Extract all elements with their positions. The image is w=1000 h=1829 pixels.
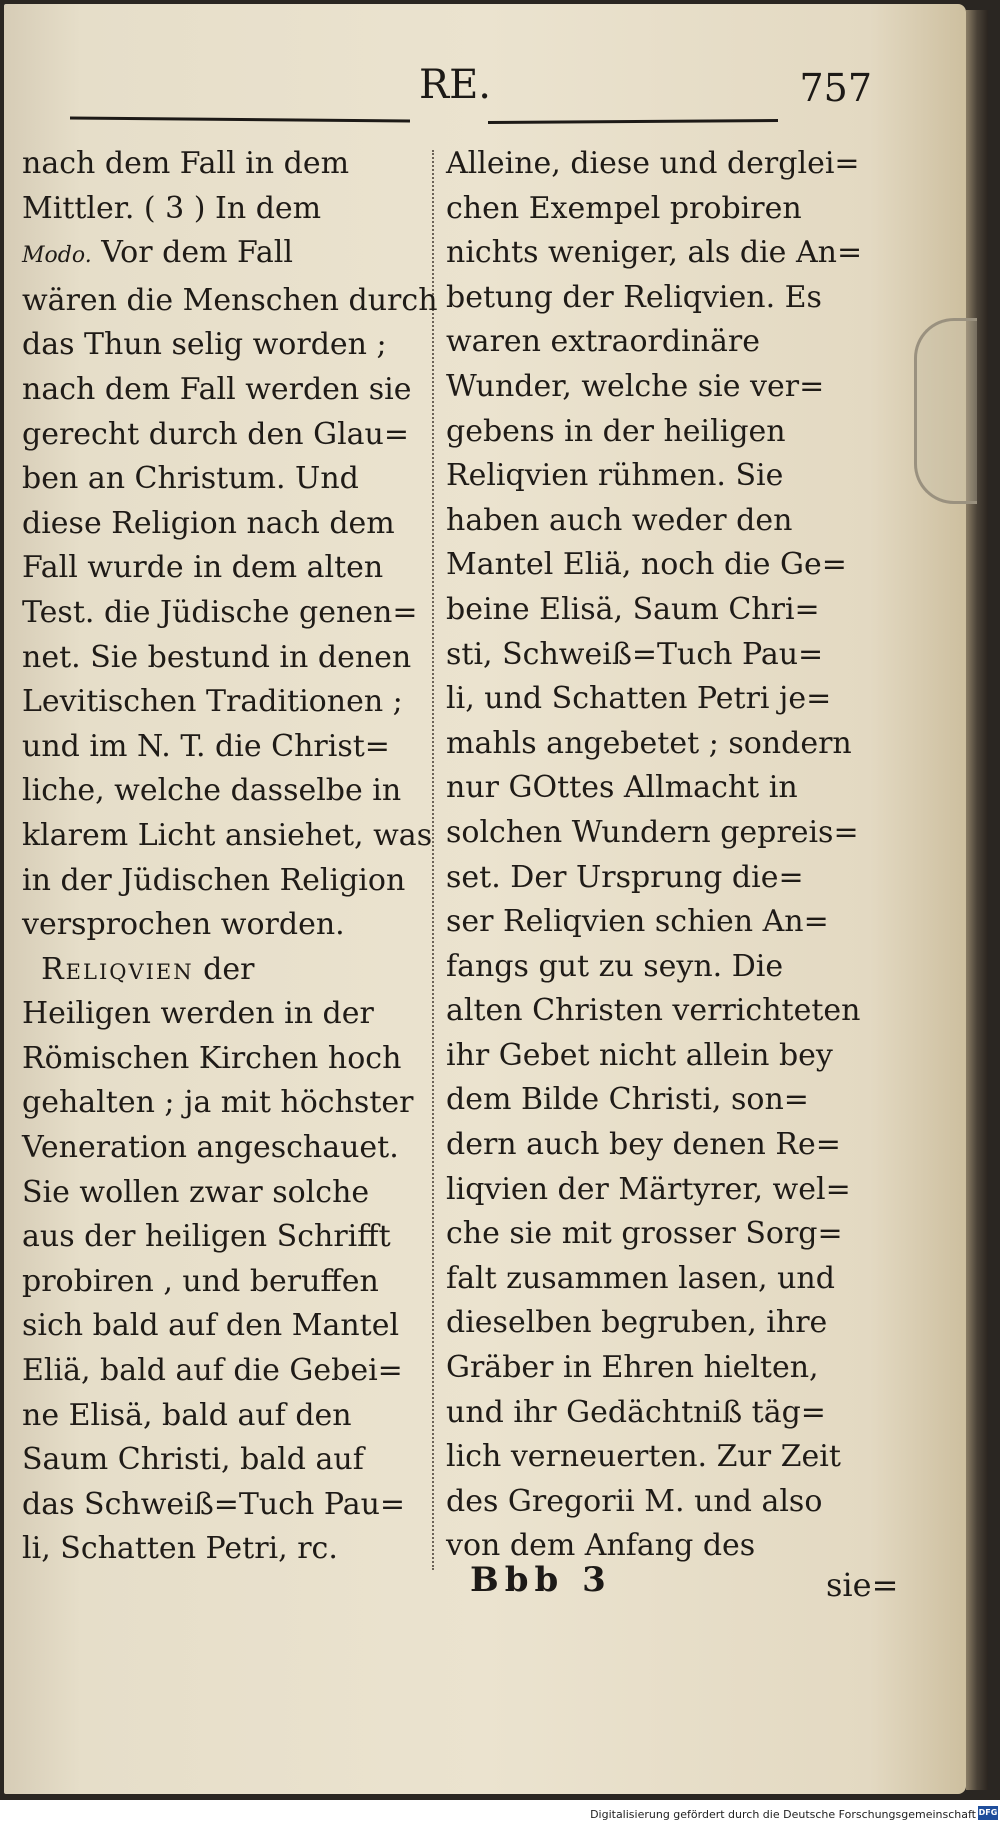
text-line: versprochen worden. bbox=[22, 907, 345, 943]
text-line: Eliä, bald auf die Gebei= bbox=[22, 1353, 403, 1389]
text-line: dem Bilde Christi, son= bbox=[446, 1082, 809, 1118]
text-line: chen Exempel probiren bbox=[446, 190, 802, 226]
text-line bbox=[22, 231, 424, 279]
text-line: diese Religion nach dem bbox=[22, 505, 395, 541]
text-line: waren extraordinäre bbox=[446, 324, 760, 360]
text-line: beine Elisä, Saum Chri= bbox=[446, 591, 820, 627]
right-column bbox=[446, 142, 864, 1569]
text-line: Römischen Kirchen hoch bbox=[22, 1040, 402, 1076]
text-line: Alleine, diese und derglei= bbox=[446, 146, 860, 181]
text-line: lich verneuerten. Zur Zeit bbox=[446, 1439, 841, 1475]
text-line: liqvien der Märtyrer, wel= bbox=[446, 1171, 851, 1207]
text-line: Veneration angeschauet. bbox=[22, 1130, 399, 1166]
text-line: nach dem Fall werden sie bbox=[22, 371, 412, 407]
signature-mark: Bbb 3 bbox=[470, 1560, 612, 1600]
text-line: alten Christen verrichteten bbox=[446, 993, 861, 1029]
modo-word: Modo. bbox=[22, 243, 92, 269]
page-clip bbox=[914, 318, 977, 504]
text-line: das Schweiß=Tuch Pau= bbox=[22, 1486, 406, 1522]
text-line: gehalten ; ja mit höchster bbox=[22, 1085, 414, 1121]
text-line: falt zusammen lasen, und bbox=[446, 1260, 835, 1296]
text-line: li, und Schatten Petri je= bbox=[446, 681, 832, 717]
catchword: sie= bbox=[826, 1566, 899, 1604]
text-line: mahls angebetet ; sondern bbox=[446, 725, 852, 761]
text-line: dieselben begruben, ihre bbox=[446, 1305, 828, 1341]
text-line: klarem Licht ansiehet, was bbox=[22, 817, 433, 853]
text-line: betung der Reliqvien. Es bbox=[446, 279, 822, 315]
text-line: che sie mit grosser Sorg= bbox=[446, 1216, 843, 1252]
text-line: haben auch weder den bbox=[446, 502, 793, 538]
text-line: Sie wollen zwar solche bbox=[22, 1174, 370, 1210]
text-line: fangs gut zu seyn. Die bbox=[446, 948, 784, 984]
text-line: solchen Wundern gepreis= bbox=[446, 814, 859, 850]
page-number: 757 bbox=[799, 66, 872, 110]
column-divider bbox=[432, 150, 434, 1570]
text-line: Heiligen werden in der bbox=[22, 996, 374, 1032]
text-line: Gräber in Ehren hielten, bbox=[446, 1350, 819, 1386]
text-line: ne Elisä, bald auf den bbox=[22, 1397, 352, 1433]
entry-heading-reliquien: Reliqvien bbox=[41, 951, 194, 987]
text-line: gebens in der heiligen bbox=[446, 413, 786, 449]
text-line: des Gregorii M. und also bbox=[446, 1483, 823, 1519]
page-edge bbox=[966, 10, 988, 1790]
text-line: ihr Gebet nicht allein bey bbox=[446, 1037, 833, 1073]
text-line: Saum Christi, bald auf bbox=[22, 1442, 364, 1478]
text-line: in der Jüdischen Religion bbox=[22, 862, 406, 898]
text-line: sich bald auf den Mantel bbox=[22, 1308, 400, 1344]
text-line: Levitischen Traditionen ; bbox=[22, 684, 403, 720]
text-line: Fall wurde in dem alten bbox=[22, 550, 384, 586]
text-fragment: Vor dem Fall bbox=[101, 235, 293, 271]
text-line: nur GOttes Allmacht in bbox=[446, 770, 798, 806]
text-line bbox=[22, 948, 424, 993]
text-line: und im N. T. die Christ= bbox=[22, 728, 390, 764]
text-line: ser Reliqvien schien An= bbox=[446, 904, 829, 940]
left-column bbox=[22, 142, 438, 1572]
text-line: und ihr Gedächtniß täg= bbox=[446, 1394, 826, 1430]
text-line: Mittler. ( 3 ) In dem bbox=[22, 190, 322, 226]
text-line: sti, Schweiß=Tuch Pau= bbox=[446, 636, 824, 672]
text-line: von dem Anfang des bbox=[446, 1528, 756, 1564]
text-line: Test. die Jüdische genen= bbox=[22, 594, 418, 630]
text-line: nichts weniger, als die An= bbox=[446, 235, 863, 271]
text-line: liche, welche dasselbe in bbox=[22, 773, 402, 809]
text-line: Wunder, welche sie ver= bbox=[446, 368, 825, 404]
text-line: Reliqvien rühmen. Sie bbox=[446, 458, 784, 494]
text-line: probiren , und beruffen bbox=[22, 1263, 379, 1299]
text-line: set. Der Ursprung die= bbox=[446, 859, 804, 895]
text-line: dern auch bey denen Re= bbox=[446, 1127, 841, 1163]
dfg-logo-icon: DFG bbox=[978, 1806, 998, 1820]
text-line: das Thun selig worden ; bbox=[22, 327, 387, 363]
footer-credit: Digitalisierung gefördert durch die Deutsche Forschungsgemeinschaft bbox=[590, 1808, 976, 1821]
text-line: ben an Christum. Und bbox=[22, 461, 359, 497]
running-head-title: RE. bbox=[418, 62, 492, 108]
text-line: Mantel Eliä, noch die Ge= bbox=[446, 547, 847, 583]
text-line: net. Sie bestund in denen bbox=[22, 639, 412, 675]
text-line: wären die Menschen durch bbox=[22, 282, 438, 318]
text-line: aus der heiligen Schrifft bbox=[22, 1219, 391, 1255]
text-line: gerecht durch den Glau= bbox=[22, 416, 410, 452]
text-line: nach dem Fall in dem bbox=[22, 146, 350, 181]
text-fragment: der bbox=[203, 951, 255, 987]
text-line: li, Schatten Petri, rc. bbox=[22, 1531, 338, 1567]
